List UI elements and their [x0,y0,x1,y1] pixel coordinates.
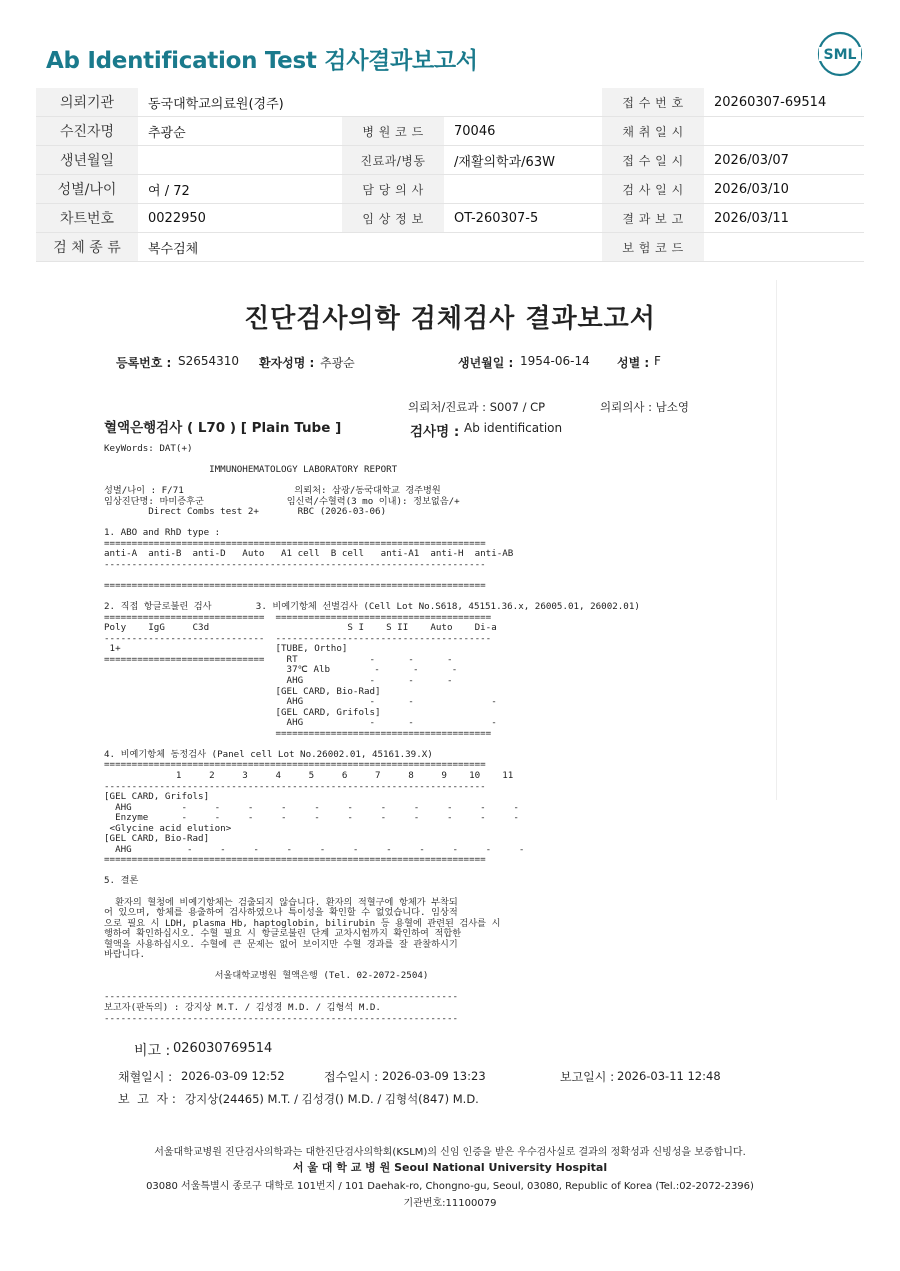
footer-address: 03080 서울특별시 종로구 대학로 101번지 / 101 Daehak-ro, Chongno-gu, Seoul, 03080, Republic of Korea (Tel.:02-2072-2396) [146,1181,754,1192]
report-line: 1. ABO and RhD type : [104,527,221,539]
info-value [704,233,864,262]
report-line: ----------------------------- --------------------------------------- [104,632,492,644]
report-line: ===================================================================== [104,580,486,592]
info-value: 2026/03/10 [704,175,864,204]
info-label: 성별/나이 [36,175,138,204]
info-value [444,233,602,262]
report-line: 37℃ Alb - - - [104,664,458,676]
footer-hospital-name: 서 울 대 학 교 병 원 Seoul National University Hospital [292,1161,608,1174]
info-label: 담 당 의 사 [342,175,444,204]
report-line: 으로 필요 시 LDH, plasma Hb, haptoglobin, bilirubin 등 용혈에 관련된 검사를 시 [104,917,501,929]
reg-no-label: 등록번호 : [116,356,172,370]
report-time-label: 보고일시 : [560,1070,615,1084]
info-label [342,233,444,262]
info-label: 검 사 일 시 [602,175,704,204]
info-label: 보 험 코 드 [602,233,704,262]
report-line: 혈액을 사용하십시오. 수혈에 큰 문제는 없어 보이지만 수혈 경과를 잘 관찰하시기 [104,938,458,950]
report-heading: 진단검사의학 검체검사 결과보고서 [244,304,656,334]
info-row [36,204,864,233]
test-name: Ab identification [464,421,563,435]
info-value [444,88,602,117]
report-line: 어 있으며, 항체를 용출하여 검사하였으나 특이성을 확인할 수 없었습니다. 임상적 [104,907,458,919]
collect-time: 2026-03-09 12:52 [181,1069,285,1083]
info-label: 접 수 번 호 [602,88,704,117]
sex-label: 성별 : [617,356,650,370]
report-line [104,866,640,877]
info-value: /재활의학과/63W [444,146,602,175]
report-line: ===================================================================== [104,759,486,771]
report-line: --------------------------------------------------------------------- [104,780,486,792]
info-value: 복수검체 [138,233,342,262]
info-label: 생년월일 [36,146,138,175]
report-line: IMMUNOHEMATOLOGY LABORATORY REPORT [104,464,398,476]
report-edge [776,280,777,800]
report-line: anti-A anti-B anti-D Auto A1 cell B cell anti-A1 anti-H anti-AB [104,548,514,560]
info-label: 수진자명 [36,117,138,146]
report-line: ===================================================================== [104,537,486,549]
test-name-label: 검사명 : [410,424,460,440]
info-value: 여 / 72 [138,175,342,204]
remark: 026030769514 [173,1041,273,1056]
info-row [36,88,864,117]
footer-institution-no: 기관번호:11100079 [403,1198,497,1209]
report-line: Direct Combs test 2+ RBC (2026-03-06) [104,506,387,518]
info-value [704,117,864,146]
collect-label: 채혈일시 : [118,1070,173,1084]
report-line: 바랍니다. [104,949,146,961]
info-row [36,146,864,175]
report-line: 성별/나이 : F/71 의뢰처: 삼광/동국대학교 경주병원 [104,485,441,497]
dob-label: 생년월일 : [458,356,514,370]
info-value: 2026/03/11 [704,204,864,233]
report-line: ---------------------------------------------------------------- [104,991,459,1003]
report-line: Poly IgG C3d S I S II Auto Di-a [104,622,497,634]
info-value: OT-260307-5 [444,204,602,233]
report-line: 서울대학교병원 혈액은행 (Tel. 02-2072-2504) [104,970,429,982]
test-group: 혈액은행검사 ( L70 ) [ Plain Tube ] [104,420,342,436]
ordering-doctor: 의뢰의사 : 남소영 [600,400,689,414]
info-row [36,175,864,204]
report-line: [GEL CARD, Grifols] [104,791,210,803]
dob: 1954-06-14 [520,354,590,368]
logo-text: SML [823,47,857,63]
report-line: ======================================= [104,727,492,739]
info-value [444,175,602,204]
report-line: 4. 비예기항체 동정검사 (Panel cell Lot No.26002.01, 45161.39.X) [104,748,433,760]
report-line: [GEL CARD, Grifols] [104,706,381,718]
receive-label: 접수일시 : [324,1070,379,1084]
info-value: 20260307-69514 [704,88,864,117]
sml-logo-icon [816,30,864,78]
info-value: 0022950 [138,204,342,233]
info-label: 임 상 정 보 [342,204,444,233]
info-label: 병 원 코 드 [342,117,444,146]
document-title: Ab Identification Test 검사결과보고서 [46,48,478,74]
report-line: ============================= ======================================= [104,611,492,623]
report-line: AHG - - - [104,675,453,687]
report-line: AHG - - - [104,696,497,708]
report-line: [GEL CARD, Bio-Rad] [104,685,381,697]
report-line [104,887,640,898]
info-label: 채 취 일 시 [602,117,704,146]
info-label: 차트번호 [36,204,138,233]
info-label: 의뢰기관 [36,88,138,117]
report-time: 2026-03-11 12:48 [617,1069,721,1083]
report-line: Enzyme - - - - - - - - - - - [104,812,519,824]
info-value [138,146,342,175]
info-label: 결 과 보 고 [602,204,704,233]
patient-name: 추광순 [320,356,355,370]
info-value: 동국대학교의료원(경주) [138,88,342,117]
report-line: AHG - - - [104,717,497,729]
reporter: 강지상(24465) M.T. / 김성경() M.D. / 김형석(847) M.D. [185,1092,479,1106]
patient-info-table [36,88,864,262]
ordering-dept: 의뢰처/진료과 : S007 / CP [408,400,546,414]
info-value: 70046 [444,117,602,146]
footer-certification: 서울대학교병원 진단검사의학과는 대한진단검사의학회(KSLM)의 신임 인증을 받은 우수검사실로 결과의 정확성과 신빙성을 보증합니다. [154,1147,746,1158]
report-line: ============================= RT - - - [104,653,453,665]
report-body [104,444,640,1024]
report-line: 환자의 혈청에 비예기항체는 검출되지 않습니다. 환자의 적혈구에 항체가 부착되 [104,896,458,908]
report-line: --------------------------------------------------------------------- [104,559,486,571]
report-line: [GEL CARD, Bio-Rad] [104,833,210,845]
info-label [342,88,444,117]
report-line: 1+ [TUBE, Ortho] [104,643,348,655]
reg-no: S2654310 [178,354,240,368]
report-line: 2. 직접 항글로불린 검사 3. 비예기항체 선별검사 (Cell Lot No.S618, 45151.36.x, 26005.01, 26002.01) [104,601,640,613]
info-row [36,233,864,262]
report-line: <Glycine acid elution> [104,822,232,834]
report-line: ===================================================================== [104,854,486,866]
info-value: 2026/03/07 [704,146,864,175]
info-label: 진료과/병동 [342,146,444,175]
report-line: 5. 결론 [104,875,139,887]
report-line: 보고자(판독의) : 강지상 M.T. / 김성경 M.D. / 김형석 M.D. [104,1001,381,1013]
report-line: ---------------------------------------------------------------- [104,1012,459,1024]
reporter-label: 보 고 자 : [118,1092,176,1106]
report-line: 임상진단명: 마미증후군 임신력/수혈력(3 mo 이내): 정보없음/+ [104,495,460,507]
report-line: 행하여 확인하십시오. 수혈 필요 시 항글로불린 단계 교차시험까지 확인하여 적합한 [104,928,462,940]
patient-name-label: 환자성명 : [259,356,315,370]
sex: F [654,354,661,368]
report-line: AHG - - - - - - - - - - - [104,843,525,855]
report-line: AHG - - - - - - - - - - - [104,801,519,813]
remark-label: 비고 : [134,1043,171,1059]
info-value: 추광순 [138,117,342,146]
report-line: KeyWords: DAT(+) [104,443,193,454]
report-line: 1 2 3 4 5 6 7 8 9 10 11 [104,769,514,781]
info-row [36,117,864,146]
info-label: 검 체 종 류 [36,233,138,262]
receive-time: 2026-03-09 13:23 [382,1069,486,1083]
info-label: 접 수 일 시 [602,146,704,175]
